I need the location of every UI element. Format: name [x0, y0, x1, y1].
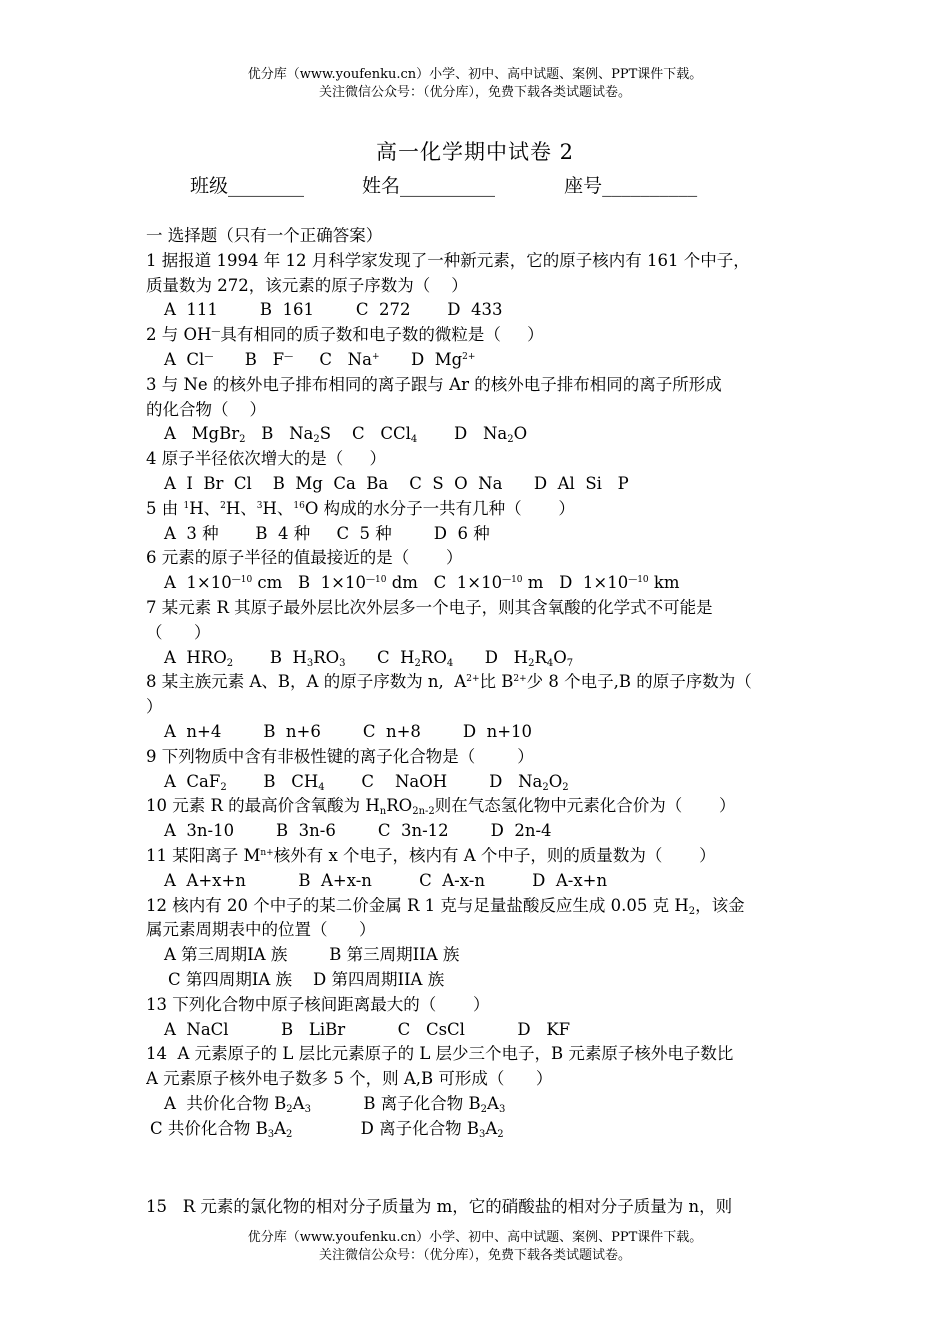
q2-opt-b: B F [213, 349, 285, 369]
q10-text: 则在气态氢化物中元素化合价为（ ） [434, 796, 736, 816]
question-list [146, 224, 810, 1141]
section-title: 一 选择题（只有一个正确答案） [146, 226, 383, 245]
q9-sub: 2 [562, 781, 569, 793]
q14-sub: 2 [497, 1128, 504, 1140]
q7-sub: 3 [339, 657, 346, 669]
question-12-options-2: C 第四周期IA 族 D 第四周期IIA 族 [168, 969, 445, 989]
q3-opt-a: A MgBr [164, 424, 240, 444]
q7-sub: 2 [226, 657, 234, 669]
q14-opt: C 共价化合物 B [150, 1118, 268, 1138]
question-14-options-1 [146, 1092, 810, 1117]
question-4: 4 原子半径依次增大的是（ ） [146, 449, 386, 469]
student-info-fields [190, 171, 697, 198]
q9-opt: A CaF [164, 771, 221, 791]
q11-text: 核外有 x 个电子，核内有 A 个中子，则的质量数为（ ） [273, 845, 716, 865]
question-9-options [146, 770, 810, 795]
question-7-line-2: （ ） [146, 622, 211, 642]
q6-exp: —10 [231, 575, 253, 586]
q14-sub: 2 [286, 1128, 293, 1140]
question-8-options: A n+4 B n+6 C n+8 D n+10 [164, 721, 533, 741]
question-12-line-1 [146, 894, 810, 919]
q3-sub: 2 [507, 434, 514, 446]
q8-sup: 2+ [513, 674, 527, 685]
question-12-line-2: 属元素周期表中的位置（ ） [146, 920, 376, 940]
q8-text: 少 8 个电子,B 的原子序数为（ [526, 672, 752, 692]
q7-sub: 3 [306, 657, 314, 669]
question-14-line-1: 14 A 元素原子的 L 层比元素原子的 L 层少三个电子，B 元素原子核外电子数比 [146, 1044, 734, 1064]
q8-sup: 2+ [466, 674, 480, 685]
question-2-options [146, 348, 810, 373]
q6-exp: —10 [502, 575, 523, 586]
q10-text: RO [386, 796, 413, 816]
q8-text: 比 B [479, 672, 514, 692]
question-8-line-1 [146, 670, 810, 695]
name-field: 姓名__________ [362, 175, 496, 197]
header-line-2: 关注微信公众号：（优分库），免费下载各类试题试卷。 [318, 85, 631, 100]
q3-opt-b2: S C CCl [319, 424, 411, 444]
q14-sub: 3 [478, 1128, 486, 1140]
q14-opt: A [274, 1118, 287, 1138]
q2-opt-b-sup: — [284, 351, 294, 362]
q2-text-a: 2 与 OH [146, 325, 212, 345]
q5-text: 5 由 [146, 498, 184, 518]
question-4-options: A I Br Cl B Mg Ca Ba C S O Na D Al Si P [164, 473, 629, 493]
q14-opt: B 离子化合物 B [310, 1093, 481, 1113]
q2-opt-d: D Mg [379, 349, 463, 369]
q7-opt: D H [453, 647, 529, 667]
q5-sup: 3 [256, 500, 263, 511]
q6-opt: dm C 1×10 [386, 573, 503, 593]
q7-opt: RO [313, 647, 340, 667]
q10-text: 10 元素 R 的最高价含氧酸为 H [146, 796, 380, 816]
question-14-line-2: A 元素原子核外电子数多 5 个，则 A,B 可形成（ ） [146, 1069, 553, 1089]
question-3-line-1: 3 与 Ne 的核外电子排布相同的离子跟与 Ar 的核外电子排布相同的离子所形成 [146, 374, 722, 394]
question-13-options: A NaCl B LiBr C CsCl D KF [164, 1019, 571, 1039]
q8-text: 8 某主族元素 A、B，A 的原子序数为 n, A [146, 672, 467, 692]
question-3-options [146, 422, 810, 447]
question-2 [146, 323, 810, 348]
q11-sup: n+ [260, 847, 274, 858]
q5-sup: 1 [183, 500, 190, 511]
q14-sub: 2 [286, 1103, 293, 1115]
footer-line-1: 优分库（www.youfenku.cn）小学、初中、高中试题、案例、PPT课件下载。 [247, 1230, 703, 1245]
q6-opt: A 1×10 [164, 573, 232, 593]
q3-sub: 2 [313, 434, 320, 446]
q9-sub: 4 [318, 781, 325, 793]
q7-opt: A HRO [164, 647, 227, 667]
q12-sub: 2 [688, 905, 696, 917]
question-9: 9 下列物质中含有非极性键的离子化合物是（ ） [146, 746, 534, 766]
q14-sub: 3 [498, 1103, 506, 1115]
q7-sub: 4 [446, 657, 454, 669]
q7-opt: O [553, 647, 567, 667]
q3-opt-b: B Na [245, 424, 314, 444]
q7-sub: 7 [566, 657, 574, 669]
seat-field: 座号__________ [564, 175, 698, 197]
q5-sup: 2 [220, 500, 226, 511]
q12-text: ，该金 [695, 895, 745, 915]
question-5-options: A 3 种 B 4 种 C 5 种 D 6 种 [164, 523, 490, 543]
q5-text: O 构成的水分子一共有几种（ ） [304, 498, 575, 518]
footer-line-2: 关注微信公众号：（优分库），免费下载各类试题试卷。 [318, 1248, 631, 1263]
question-7-options [146, 646, 810, 671]
q7-sub: 4 [546, 657, 554, 669]
q14-sub: 3 [267, 1128, 275, 1140]
q2-sup: — [211, 327, 221, 338]
question-12-options-1: A 第三周期IA 族 B 第三周期IIA 族 [164, 945, 460, 965]
q2-opt-c-sup: + [371, 351, 380, 362]
q14-opt: A [487, 1093, 499, 1113]
question-6-options [146, 571, 810, 596]
question-1-line-1: 1 据报道 1994 年 12 月科学家发现了一种新元素，它的原子核内有 161 个中子， [146, 250, 750, 270]
q9-opt: O [548, 771, 563, 791]
q6-opt: m D 1×10 [522, 573, 629, 593]
question-5 [146, 497, 810, 522]
question-1-options: A 111 B 161 C 272 D 433 [164, 300, 503, 320]
q7-sub: 2 [414, 657, 421, 669]
q3-sub: 2 [239, 434, 246, 446]
question-11-options: A A+x+n B A+x-n C A-x-n D A-x+n [164, 870, 608, 890]
class-field: 班级________ [190, 175, 305, 197]
q14-opt: A [485, 1118, 498, 1138]
question-3-line-2: 的化合物（ ） [146, 399, 266, 419]
q10-sub: 2n-2 [412, 806, 435, 818]
q6-exp: —10 [366, 575, 387, 586]
q7-opt: RO [420, 647, 447, 667]
q5-sup: 16 [293, 500, 305, 511]
question-15: 15 R 元素的氯化物的相对分子质量为 m，它的硝酸盐的相对分子质量为 n，则 [146, 1197, 733, 1216]
q2-text-b: 具有相同的质子数和电子数的微粒是（ ） [220, 325, 544, 345]
q7-sub: 2 [528, 657, 535, 669]
q5-text: H、 [189, 498, 221, 518]
q10-sub: n [379, 806, 387, 818]
header-line-1: 优分库（www.youfenku.cn）小学、初中、高中试题、案例、PPT课件下载。 [247, 67, 703, 82]
q14-sub: 2 [480, 1103, 488, 1115]
q5-text: H、 [225, 498, 257, 518]
q14-opt: A [292, 1093, 305, 1113]
question-6: 6 元素的原子半径的值最接近的是（ ） [146, 548, 463, 568]
q5-text: H、 [262, 498, 294, 518]
question-7-line-1: 7 某元素 R 其原子最外层比次外层多一个电子，则其含氧酸的化学式不可能是 [146, 597, 713, 617]
q14-sub: 3 [304, 1103, 311, 1115]
page-footer [0, 1229, 950, 1265]
q7-opt: C H [345, 647, 415, 667]
q14-opt: D 离子化合物 B [292, 1118, 479, 1138]
question-11 [146, 844, 810, 869]
question-14-options-2 [146, 1117, 810, 1142]
q9-opt: C NaOH D Na [324, 771, 543, 791]
q7-opt: R [534, 647, 547, 667]
q2-opt-c: C Na [293, 349, 372, 369]
q11-text: 11 某阳离子 M [146, 845, 261, 865]
page-header [0, 66, 950, 102]
question-10-options: A 3n-10 B 3n-6 C 3n-12 D 2n-4 [164, 821, 552, 841]
q3-opt-d2: O [513, 424, 528, 444]
question-1-line-2: 质量数为 272，该元素的原子序数为（ ） [146, 275, 468, 295]
page-title: 高一化学期中试卷 2 [375, 140, 575, 164]
q9-opt: B CH [226, 771, 319, 791]
q2-opt-d-sup: 2+ [462, 351, 476, 362]
q9-sub: 2 [220, 781, 227, 793]
q6-opt: cm B 1×10 [252, 573, 366, 593]
q3-opt-d: D Na [417, 424, 508, 444]
q2-opt-a: A Cl [164, 349, 205, 369]
q2-opt-a-sup: — [204, 351, 214, 362]
q3-sub: 4 [410, 434, 418, 446]
question-13: 13 下列化合物中原子核间距离最大的（ ） [146, 994, 490, 1014]
q7-opt: B H [233, 647, 307, 667]
q6-exp: —10 [628, 575, 649, 586]
q14-opt: A 共价化合物 B [164, 1093, 287, 1113]
question-8-line-2: ） [146, 697, 163, 717]
q12-text: 12 核内有 20 个中子的某二价金属 R 1 克与足量盐酸反应生成 0.05 克 H [146, 895, 689, 915]
question-10 [146, 794, 810, 819]
q6-opt: km [648, 573, 680, 593]
q9-sub: 2 [542, 781, 549, 793]
